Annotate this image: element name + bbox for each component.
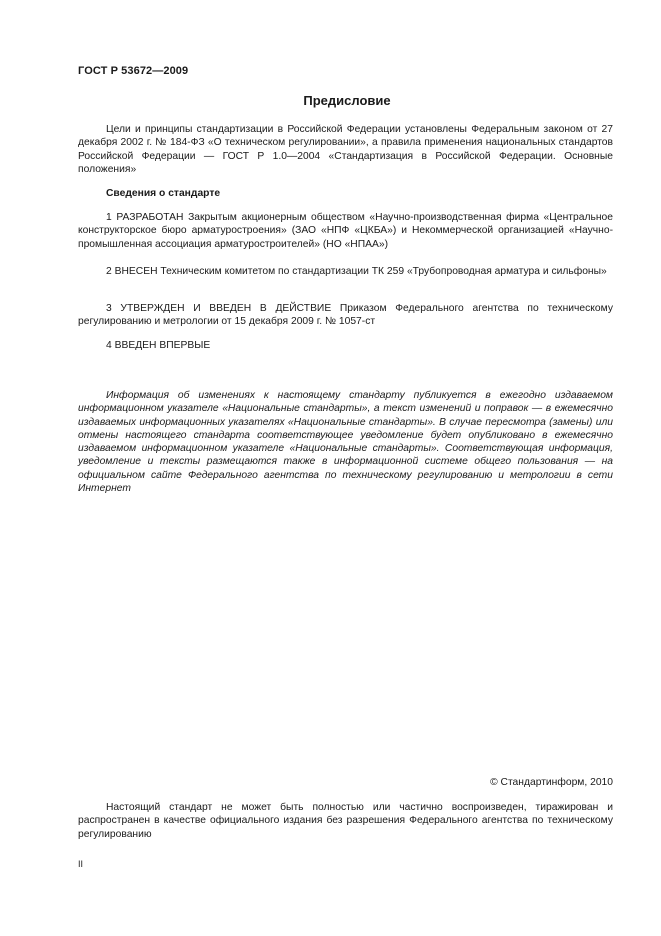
intro-paragraph: Цели и принципы стандартизации в Российской Федерации установлены Федеральным законом от 27 декабря 2002 г. № 184-ФЗ «О техническом регулировании», а правила применения национальных стандартов Российской Федерации — ГОСТ Р 1.0—2004 «Стандартизация в Российской Федерации. Основные положения» — [78, 124, 613, 175]
page-title — [0, 93, 661, 108]
standard-info-item-3: 3 УТВЕРЖДЕН И ВВЕДЕН В ДЕЙСТВИЕ Приказом Федерального агентства по техническому регулированию и метрологии от 15 декабря 2009 г. № 1057-ст — [78, 303, 613, 328]
changes-info-note: Информация об изменениях к настоящему стандарту публикуется в ежегодно издаваемом информационном указателе «Национальные стандарты», а текст изменений и поправок — в ежемесячно издаваемых информационных указателях «Национальные стандарты». В случае пересмотра (замены) или отмены настоящего стандарта соответствующее уведомление будет опубликовано в ежемесячно издаваемом информационном указателе «Национальные стандарты». Соответствующая информация, уведомление и тексты размещаются также в информационной системе общего пользования — на официальном сайте Федерального агентства по техническому регулированию и метрологии в сети Интернет — [78, 390, 613, 495]
section-heading: Сведения о стандарте — [106, 188, 221, 199]
standard-info-item-4: 4 ВВЕДЕН ВПЕРВЫЕ — [106, 340, 211, 351]
document-code-header: ГОСТ Р 53672—2009 — [78, 65, 189, 77]
standard-info-item-2: 2 ВНЕСЕН Техническим комитетом по стандартизации ТК 259 «Трубопроводная арматура и сильфоны» — [106, 266, 607, 277]
copyright-line: © Стандартинформ, 2010 — [490, 777, 613, 788]
standard-info-item-1: 1 РАЗРАБОТАН Закрытым акционерным обществом «Научно-производственная фирма «Центральное конструкторское бюро арматуростроения» (ЗАО «НПФ «ЦКБА») и Некоммерческой организацией «Научно-промышленная ассоциация арматуростроителей» (НО «НПАА») — [78, 212, 613, 250]
page-number: II — [78, 859, 84, 869]
reproduction-notice: Настоящий стандарт не может быть полностью или частично воспроизведен, тиражирован и распространен в качестве официального издания без разрешения Федерального агентства по техническому регулированию — [78, 802, 613, 840]
page-title-text: Предисловие — [303, 93, 391, 108]
